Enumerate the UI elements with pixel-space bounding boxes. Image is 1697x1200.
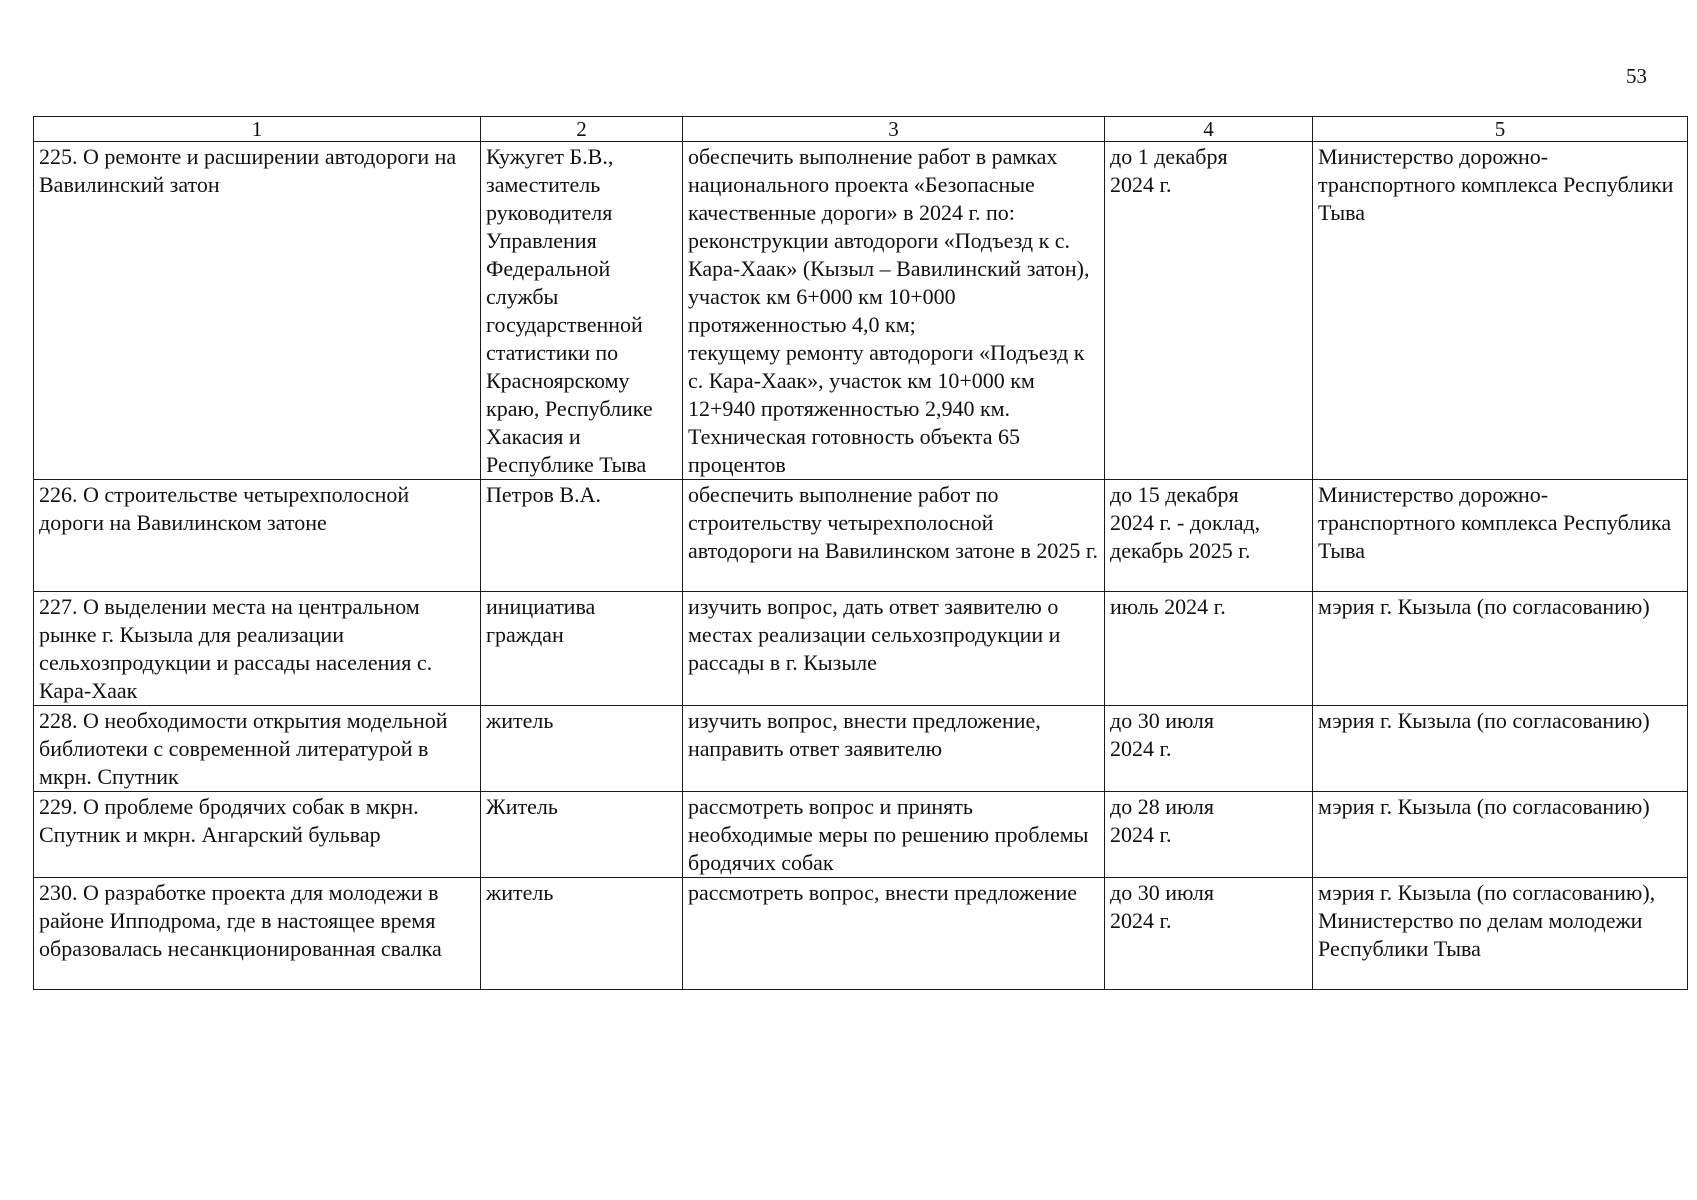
responsible-text: мэрия г. Кызыла (по согласованию), Министерство по делам молодежи Республики Тыва (1318, 880, 1656, 961)
table-row (34, 592, 1688, 706)
responsible-cell (1313, 706, 1688, 792)
responsible-text: Министерство дорожно-транспортного комплекса Республика Тыва (1318, 482, 1672, 563)
initiator-text: Житель (486, 794, 558, 819)
responsible-cell (1313, 592, 1688, 706)
table-row (34, 706, 1688, 792)
initiator-cell (481, 592, 683, 706)
responsible-cell (1313, 480, 1688, 592)
initiator-text: житель (486, 708, 554, 733)
topic-cell (34, 792, 481, 878)
deadline-cell (1105, 706, 1313, 792)
deadline-text: до 28 июля 2024 г. (1110, 794, 1214, 847)
deadline-cell (1105, 592, 1313, 706)
column-header-2: 2 (481, 117, 683, 142)
task-text: обеспечить выполнение работ в рамках национального проекта «Безопасные качественные дороги» в 2024 г. по: реконструкции автодороги «Подъезд к с. Кара-Хаак» (Кызыл – Вавилинский затон), участок км 6+000 км 10+000 протяженностью 4,0 км; текущему ремонту автодороги «Подъезд к с. Кара-Хаак», участок км 10+000 км 12+940 протяженностью 2,940 км. Техническая готовность объекта 65 процентов (688, 144, 1090, 477)
column-header-5: 5 (1313, 117, 1688, 142)
initiator-text: Кужугет Б.В., заместитель руководителя Управления Федеральной службы государственной статистики по Красноярскому краю, Республике Хакасия и Республике Тыва (486, 144, 653, 477)
topic-cell (34, 706, 481, 792)
responsible-cell (1313, 792, 1688, 878)
deadline-text: до 1 декабря 2024 г. (1110, 144, 1228, 197)
deadline-text: до 30 июля 2024 г. (1110, 708, 1214, 761)
topic-cell (34, 142, 481, 480)
table-header-row (34, 117, 1688, 142)
task-cell (683, 592, 1105, 706)
topic-text: 225. О ремонте и расширении автодороги на Вавилинский затон (39, 144, 457, 197)
column-header-1: 1 (34, 117, 481, 142)
task-text: изучить вопрос, дать ответ заявителю о местах реализации сельхозпродукции и рассады в г. Кызыле (688, 594, 1061, 675)
deadline-text: до 15 декабря 2024 г. - доклад, декабрь 2025 г. (1110, 482, 1261, 563)
table-row (34, 480, 1688, 592)
task-text: изучить вопрос, внести предложение, направить ответ заявителю (688, 708, 1041, 761)
column-header-3: 3 (683, 117, 1105, 142)
task-text: обеспечить выполнение работ по строительству четырехполосной автодороги на Вавилинском затоне в 2025 г. (688, 482, 1098, 563)
responsible-text: мэрия г. Кызыла (по согласованию) (1318, 594, 1650, 619)
initiator-cell (481, 142, 683, 480)
topic-text: 228. О необходимости открытия модельной библиотеки с современной литературой в мкрн. Спутник (39, 708, 448, 789)
deadline-cell (1105, 878, 1313, 990)
task-cell (683, 792, 1105, 878)
initiator-cell (481, 480, 683, 592)
deadline-cell (1105, 142, 1313, 480)
table-row (34, 142, 1688, 480)
task-text: рассмотреть вопрос, внести предложение (688, 880, 1078, 905)
deadline-text: до 30 июля 2024 г. (1110, 880, 1214, 933)
table-row (34, 792, 1688, 878)
topic-text: 227. О выделении места на центральном рынке г. Кызыла для реализации сельхозпродукции и рассады населения с. Кара-Хаак (39, 594, 433, 703)
initiator-cell (481, 792, 683, 878)
task-cell (683, 480, 1105, 592)
topic-text: 229. О проблеме бродячих собак в мкрн. Спутник и мкрн. Ангарский бульвар (39, 794, 419, 847)
responsible-cell (1313, 142, 1688, 480)
table-row (34, 878, 1688, 990)
topic-cell (34, 592, 481, 706)
responsible-text: мэрия г. Кызыла (по согласованию) (1318, 708, 1650, 733)
deadline-text: июль 2024 г. (1110, 594, 1226, 619)
topic-text: 230. О разработке проекта для молодежи в районе Ипподрома, где в настоящее время образовалась несанкционированная свалка (39, 880, 442, 961)
column-header-4: 4 (1105, 117, 1313, 142)
topic-cell (34, 480, 481, 592)
task-cell (683, 878, 1105, 990)
responsible-text: мэрия г. Кызыла (по согласованию) (1318, 794, 1650, 819)
initiator-cell (481, 878, 683, 990)
deadline-cell (1105, 480, 1313, 592)
initiator-text: инициатива граждан (486, 594, 596, 647)
topic-text: 226. О строительстве четырехполосной дороги на Вавилинском затоне (39, 482, 410, 535)
responsible-cell (1313, 878, 1688, 990)
task-cell (683, 142, 1105, 480)
document-table (33, 116, 1688, 990)
initiator-text: житель (486, 880, 554, 905)
deadline-cell (1105, 792, 1313, 878)
initiator-text: Петров В.А. (486, 482, 601, 507)
task-cell (683, 706, 1105, 792)
task-text: рассмотреть вопрос и принять необходимые меры по решению проблемы бродячих собак (688, 794, 1089, 875)
page-number: 53 (1626, 64, 1647, 88)
responsible-text: Министерство дорожно-транспортного комплекса Республики Тыва (1318, 144, 1674, 225)
topic-cell (34, 878, 481, 990)
initiator-cell (481, 706, 683, 792)
